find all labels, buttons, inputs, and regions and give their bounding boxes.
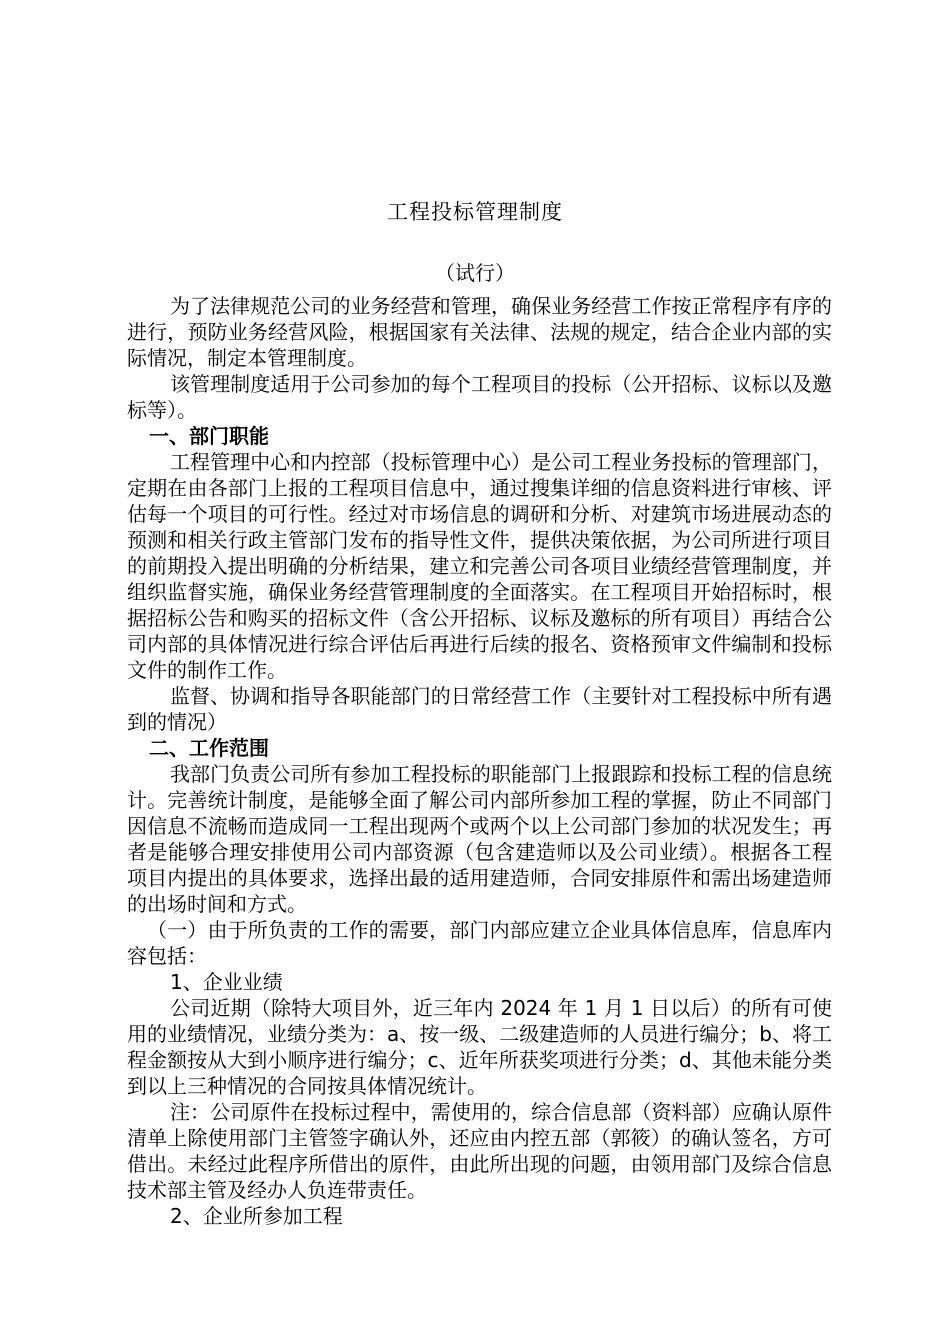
note-paragraph: 注：公司原件在投标过程中，需使用的，综合信息部（资料部）应确认原件清单上除使用部门主管签字确认外，还应由内控五部（郭筱）的确认签名，方可借出。未经过此程序所借出的原件，由此所出现的问题，由领用部门及综合信息技术部主管及经办人负连带责任。 [127, 1100, 832, 1202]
supervision-paragraph: 监督、协调和指导各职能部门的日常经营工作（主要针对工程投标中所有遇到的情况） [127, 684, 832, 734]
item-enterprise-performance: 1、企业业绩 [170, 970, 283, 994]
subsection-information-database: （一）由于所负责的工作的需要，部门内部应建立企业具体信息库，信息库内容包括： [127, 918, 832, 968]
item-enterprise-projects: 2、企业所参加工程 [170, 1204, 343, 1228]
intro-paragraph: 为了法律规范公司的业务经营和管理，确保业务经营工作按正常程序有序的进行，预防业务经营风险，根据国家有关法律、法规的规定，结合企业内部的实际情况，制定本管理制度。 [127, 294, 832, 370]
document-subtitle: （试行） [435, 261, 515, 285]
document-title: 工程投标管理制度 [387, 200, 563, 224]
department-functions-paragraph: 工程管理中心和内控部（投标管理中心）是公司工程业务投标的管理部门，定期在由各部门上报的工程项目信息中，通过搜集详细的信息资料进行审核、评估每一个项目的可行性。经过对市场信息的调研和分析、对建筑市场进展动态的预测和相关行政主管部门发布的指导性文件，提供决策依据，为公司所进行项目的前期投入提出明确的分析结果，建立和完善公司各项目业绩经营管理制度，并组织监督实施，确保业务经营管理制度的全面落实。在工程项目开始招标时，根据招标公告和购买的招标文件（含公开招标、议标及邀标的所有项目）再结合公司内部的具体情况进行综合评估后再进行后续的报名、资格预审文件编制和投标文件的制作工作。 [127, 450, 832, 682]
work-scope-paragraph: 我部门负责公司所有参加工程投标的职能部门上报跟踪和投标工程的信息统计。完善统计制度，是能够全面了解公司内部所参加工程的掌握，防止不同部门因信息不流畅而造成同一工程出现两个或两个以上公司部门参加的状况发生；再者是能够合理安排使用公司内部资源（包含建造师以及公司业绩）。根据各工程项目内提出的具体要求，选择出最的适用建造师，合同安排原件和需出场建造师的出场时间和方式。 [127, 762, 832, 916]
performance-paragraph: 公司近期（除特大项目外，近三年内 2024 年 1 月 1 日以后）的所有可使用的业绩情况，业绩分类为：a、按一级、二级建造师的人员进行编分；b、将工程金额按从大到小顺序进行编分；c、近年所获奖项进行分类；d、其他未能分类到以上三种情况的合同按具体情况统计。 [127, 996, 832, 1098]
section-heading-work-scope: 二、工作范围 [149, 736, 269, 760]
scope-paragraph: 该管理制度适用于公司参加的每个工程项目的投标（公开招标、议标以及邀标等）。 [127, 372, 832, 422]
document-body [127, 293, 832, 1229]
section-heading-department-functions: 一、部门职能 [149, 424, 269, 448]
